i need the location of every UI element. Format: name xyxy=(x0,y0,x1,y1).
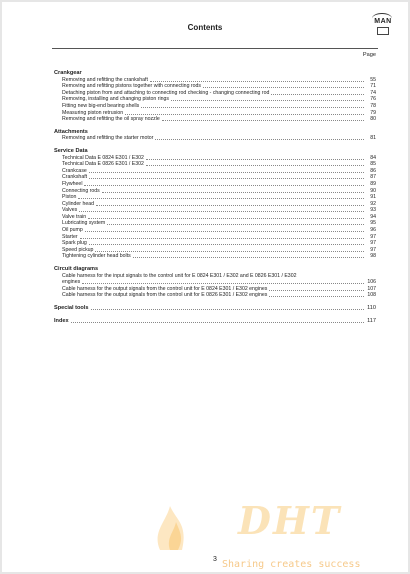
dot-leader xyxy=(80,234,364,239)
toc-entry-text: Valves xyxy=(62,207,78,214)
dot-leader xyxy=(141,103,364,108)
man-logo xyxy=(370,18,396,42)
section-title: Service Data xyxy=(54,147,88,154)
toc-entry-page: 89 xyxy=(370,180,376,187)
dot-leader xyxy=(171,96,364,101)
toc-entry-text: Measuring piston retrusion xyxy=(62,109,124,116)
toc-entry-text: Oil pump xyxy=(62,227,83,234)
toc-entry-text: Removing and refitting the oil spray nozzle xyxy=(62,116,160,123)
page-column-label: Page xyxy=(362,52,376,58)
toc-entry-page: 106 xyxy=(367,279,376,286)
toc-entry-page: 84 xyxy=(370,154,376,161)
toc-entry-page: 76 xyxy=(370,96,376,103)
toc-entry-page: 90 xyxy=(370,187,376,194)
toc-entry-text: Connecting rods xyxy=(62,187,100,194)
toc-entry-text: engines xyxy=(62,279,81,286)
toc-entry-page: 96 xyxy=(370,227,376,234)
toc-entry[interactable] xyxy=(54,214,376,221)
toc-entry[interactable] xyxy=(54,247,376,254)
dot-leader xyxy=(82,279,364,284)
toc-entry[interactable] xyxy=(54,90,376,97)
toc-entry-page: 91 xyxy=(370,194,376,201)
toc-entry-page: 94 xyxy=(370,213,376,220)
toc-entry[interactable] xyxy=(54,161,376,168)
toc-section-special-tools xyxy=(54,305,376,312)
toc-entry-page: 98 xyxy=(370,253,376,260)
watermark-logo-text: DHT xyxy=(238,498,342,543)
toc-entry-page: 110 xyxy=(367,305,376,311)
toc-entry-page: 71 xyxy=(370,83,376,90)
dot-leader xyxy=(84,181,364,186)
toc-entry-page: 108 xyxy=(367,292,376,299)
toc-entry-page: 55 xyxy=(370,76,376,83)
toc-entry-page: 79 xyxy=(370,109,376,116)
logo-text: MAN xyxy=(374,18,392,25)
toc-entry[interactable] xyxy=(54,220,376,227)
toc-entry-text: Valve train xyxy=(62,213,87,220)
dot-leader xyxy=(155,135,364,140)
toc-entry-text: Starter xyxy=(62,233,78,240)
toc-entry-index[interactable] xyxy=(54,318,376,325)
toc-section xyxy=(54,148,376,260)
toc-entry[interactable] xyxy=(54,188,376,195)
toc-entry-text: Cylinder head xyxy=(62,200,95,207)
toc-entry[interactable] xyxy=(54,110,376,117)
toc-entry[interactable] xyxy=(54,207,376,214)
section-title: Crankgear xyxy=(54,70,82,76)
dot-leader xyxy=(107,220,364,225)
toc-entry-page: 97 xyxy=(370,233,376,240)
toc-entry-text: Spark plug xyxy=(62,240,87,247)
toc-entry[interactable] xyxy=(54,240,376,247)
toc-section-index xyxy=(54,318,376,325)
dot-leader xyxy=(150,77,364,82)
logo-box xyxy=(377,27,389,35)
toc-entry-text: Speed pickup xyxy=(62,246,94,253)
toc-entry[interactable] xyxy=(54,234,376,241)
dot-leader xyxy=(79,207,364,212)
dot-leader xyxy=(271,90,364,95)
toc-entry[interactable] xyxy=(54,253,376,260)
toc-entry[interactable] xyxy=(54,96,376,103)
header-rule xyxy=(52,48,378,49)
toc-entry-text: Piston xyxy=(62,194,77,201)
toc-entry[interactable] xyxy=(54,77,376,84)
toc-section-circuit xyxy=(54,266,376,299)
dot-leader xyxy=(89,168,364,173)
dot-leader xyxy=(162,116,364,121)
toc-entry[interactable] xyxy=(54,116,376,123)
toc-entry[interactable] xyxy=(54,273,376,286)
toc-entry[interactable] xyxy=(54,286,376,293)
watermark-slogan: Sharing creates success xyxy=(222,559,361,570)
toc-entry-page: 107 xyxy=(367,285,376,292)
toc-entry-text: Lubricating system xyxy=(62,220,106,227)
section-title: Special tools xyxy=(54,305,89,311)
toc-entry-page: 80 xyxy=(370,116,376,123)
toc-entry[interactable] xyxy=(54,194,376,201)
toc-entry-text: Removing and refitting the starter motor xyxy=(62,135,154,142)
dot-leader xyxy=(269,286,364,291)
section-title: Attachments xyxy=(54,128,88,135)
toc-entry[interactable] xyxy=(54,155,376,162)
toc-entry-text: Removing, installing and changing piston rings xyxy=(62,96,169,103)
dot-leader xyxy=(102,188,364,193)
toc-entry-text: Cable harness for the output signals from the control unit for E 0824 E301 / E302 engines xyxy=(62,285,268,292)
toc-entry-text: Cable harness for the output signals from the control unit for E 0826 E301 / E302 engines xyxy=(62,292,268,299)
toc-entry-text: Technical Data E 0824 E301 / E302 xyxy=(62,154,144,161)
toc-entry[interactable] xyxy=(54,174,376,181)
toc-entry-text: Detaching piston from and attaching to connecting rod checking - changing connecting rod xyxy=(62,89,270,96)
toc-section xyxy=(54,129,376,142)
toc-entry[interactable] xyxy=(54,227,376,234)
toc-entry-text: Crankcase xyxy=(62,167,87,174)
toc-entry-page: 97 xyxy=(370,240,376,247)
toc-entry-page: 78 xyxy=(370,102,376,109)
toc-entry-text: Removing and refitting the crankshaft xyxy=(62,76,148,83)
toc-entry-page: 95 xyxy=(370,220,376,227)
table-of-contents xyxy=(54,70,376,330)
section-title: Circuit diagrams xyxy=(54,266,99,273)
page-title: Contents xyxy=(187,23,223,32)
toc-entry[interactable] xyxy=(54,201,376,208)
logo-arc xyxy=(372,13,392,24)
toc-entry[interactable] xyxy=(54,181,376,188)
dot-leader xyxy=(95,247,364,252)
toc-entry-page: 87 xyxy=(370,174,376,181)
dot-leader xyxy=(146,161,364,166)
dot-leader xyxy=(78,194,364,199)
toc-entry[interactable] xyxy=(54,103,376,110)
toc-entry-page: 97 xyxy=(370,246,376,253)
toc-entry-text: Crankshaft xyxy=(62,174,88,181)
toc-entry-text: Tightening cylinder head bolts xyxy=(62,253,131,260)
section-title: Index xyxy=(54,317,69,324)
dot-leader xyxy=(203,83,364,88)
toc-entry-text: Technical Data E 0826 E301 / E302 xyxy=(62,161,144,168)
toc-entry-text: Cable harness for the input signals to the control unit for E 0824 E301 / E302 and E 0826 E301 / E302 xyxy=(62,272,297,279)
toc-entry-text: Fitting new big-end bearing shells xyxy=(62,102,140,109)
toc-entry-page: 86 xyxy=(370,167,376,174)
dot-leader xyxy=(125,110,364,115)
toc-entry-page: 117 xyxy=(367,317,376,324)
dot-leader xyxy=(133,253,364,258)
document-page xyxy=(2,2,408,572)
toc-section xyxy=(54,70,376,123)
toc-entry-special-tools[interactable] xyxy=(54,305,376,312)
page-number: 3 xyxy=(213,556,217,563)
dot-leader xyxy=(89,174,364,179)
toc-entry-page: 85 xyxy=(370,161,376,168)
toc-entry[interactable] xyxy=(54,168,376,175)
toc-entry[interactable] xyxy=(54,83,376,90)
toc-entry-page: 93 xyxy=(370,207,376,214)
dot-leader xyxy=(91,305,364,310)
dot-leader xyxy=(71,318,364,323)
toc-entry-text: Removing and refitting pistons together with connecting rods xyxy=(62,83,201,90)
dot-leader xyxy=(269,292,364,297)
toc-entry-page: 74 xyxy=(370,89,376,96)
dot-leader xyxy=(85,227,364,232)
toc-entry-text: Flywheel xyxy=(62,180,83,187)
toc-entry[interactable] xyxy=(54,292,376,299)
toc-entry[interactable] xyxy=(54,135,376,142)
dot-leader xyxy=(89,240,364,245)
toc-entry-page: 81 xyxy=(370,135,376,142)
toc-sections xyxy=(54,70,376,260)
dot-leader xyxy=(88,214,364,219)
toc-entry-page: 92 xyxy=(370,200,376,207)
watermark-flame-icon xyxy=(148,502,218,552)
dot-leader xyxy=(146,155,364,160)
dot-leader xyxy=(96,201,364,206)
